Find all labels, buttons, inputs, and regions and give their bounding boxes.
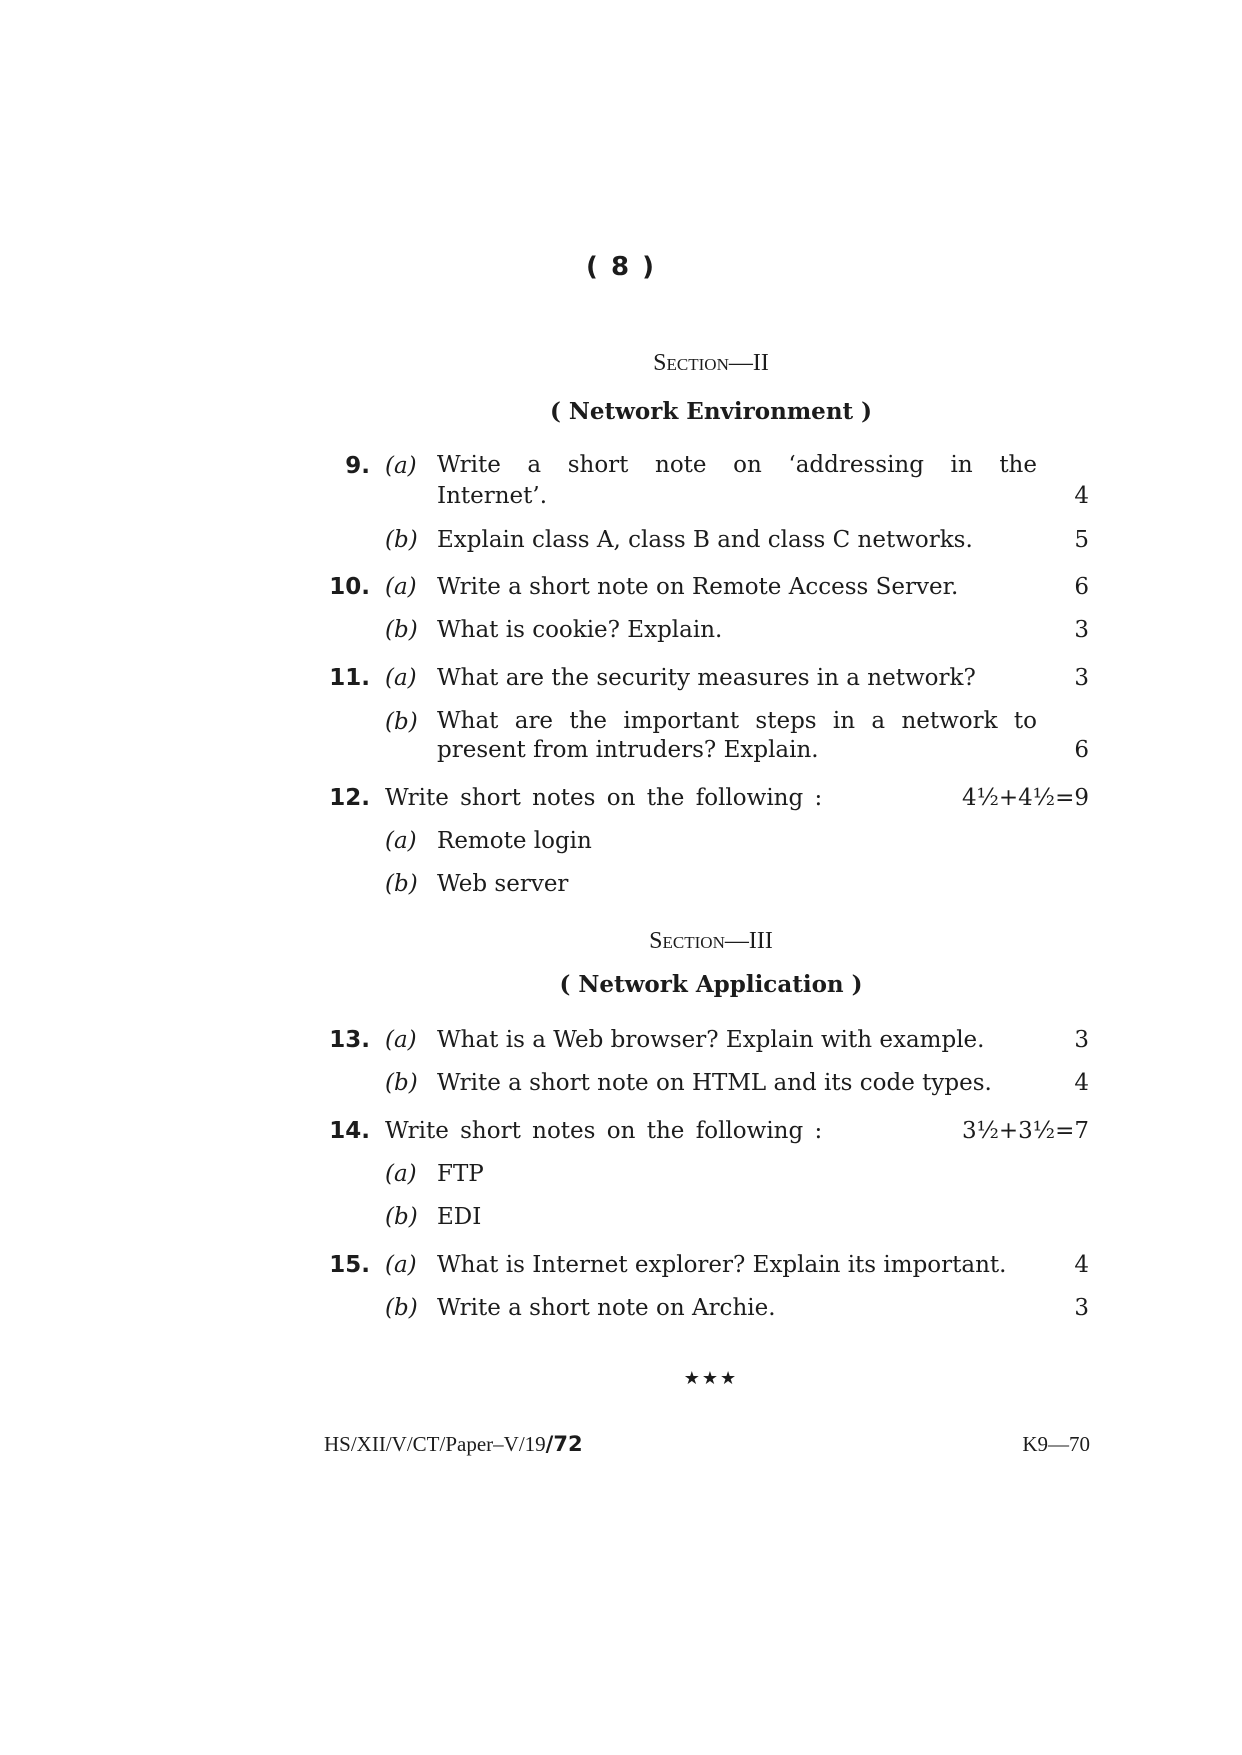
question-text: Write short notes on the following :: [385, 1118, 823, 1144]
question-number: 15.: [329, 1252, 370, 1278]
section-number: —II: [728, 350, 769, 376]
end-of-paper-stars: ★★★: [683, 1368, 739, 1389]
question-text: What is a Web browser? Explain with example.: [437, 1027, 985, 1053]
marks: 3: [1074, 1295, 1089, 1321]
part-label: (a): [385, 1161, 417, 1187]
question-text: EDI: [437, 1204, 482, 1230]
question-text: What are the security measures in a network?: [437, 665, 976, 691]
question-text: Web server: [437, 871, 569, 897]
part-label: (a): [385, 1252, 417, 1278]
question-text: Write a short note on Archie.: [437, 1295, 776, 1321]
question-text: Write a short note on HTML and its code types.: [437, 1070, 992, 1096]
part-label: (b): [385, 1070, 418, 1096]
paper-code-prefix: HS/XII/V/CT/Paper–V/19: [324, 1432, 546, 1456]
section-word: Section: [653, 350, 729, 376]
paper-code: [324, 1432, 583, 1457]
part-label: (a): [385, 453, 417, 479]
section-iii-title: [0, 928, 1242, 955]
page-number: ( 8 ): [586, 252, 656, 282]
marks: 3: [1074, 617, 1089, 643]
marks: 3: [1074, 1027, 1089, 1053]
paper-code-suffix: /72: [545, 1432, 583, 1456]
print-code: K9—70: [1022, 1432, 1090, 1456]
question-text: Internet’.: [437, 483, 548, 509]
section-ii-title: [0, 350, 1242, 377]
marks: 4: [1074, 483, 1089, 509]
question-text: Remote login: [437, 828, 592, 854]
question-text: Write a short note on Remote Access Server.: [437, 574, 959, 600]
marks: 3: [1074, 665, 1089, 691]
part-label: (b): [385, 709, 418, 735]
marks: 6: [1074, 737, 1089, 763]
question-number: 14.: [329, 1118, 370, 1144]
marks: 4: [1074, 1070, 1089, 1096]
part-label: (b): [385, 1295, 418, 1321]
part-label: (b): [385, 1204, 418, 1230]
marks: 4: [1074, 1252, 1089, 1278]
part-label: (a): [385, 665, 417, 691]
part-label: (b): [385, 617, 418, 643]
question-text: What is Internet explorer? Explain its important.: [437, 1252, 1007, 1278]
section-ii-subtitle: ( Network Environment ): [549, 398, 873, 425]
part-label: (a): [385, 574, 417, 600]
marks: 3½+3½=7: [961, 1118, 1089, 1144]
marks: 4½+4½=9: [961, 785, 1089, 811]
section-number: —III: [724, 928, 773, 954]
question-text: What is cookie? Explain.: [437, 617, 723, 643]
question-text: FTP: [437, 1161, 484, 1187]
section-word: Section: [649, 928, 725, 954]
question-text: present from intruders? Explain.: [437, 737, 819, 763]
question-text: What are the important steps in a network to: [437, 708, 1037, 734]
part-label: (b): [385, 871, 418, 897]
part-label: (a): [385, 828, 417, 854]
question-number: 9.: [345, 453, 370, 479]
part-label: (a): [385, 1027, 417, 1053]
question-text: Write a short note on ‘addressing in the: [437, 452, 1037, 478]
question-text: Explain class A, class B and class C networks.: [437, 527, 973, 553]
question-text: Write short notes on the following :: [385, 785, 823, 811]
question-number: 13.: [329, 1027, 370, 1053]
marks: 5: [1074, 527, 1089, 553]
part-label: (b): [385, 527, 418, 553]
marks: 6: [1074, 574, 1089, 600]
question-number: 11.: [329, 665, 370, 691]
question-number: 10.: [329, 574, 370, 600]
section-iii-subtitle: ( Network Application ): [559, 971, 863, 998]
question-number: 12.: [329, 785, 370, 811]
